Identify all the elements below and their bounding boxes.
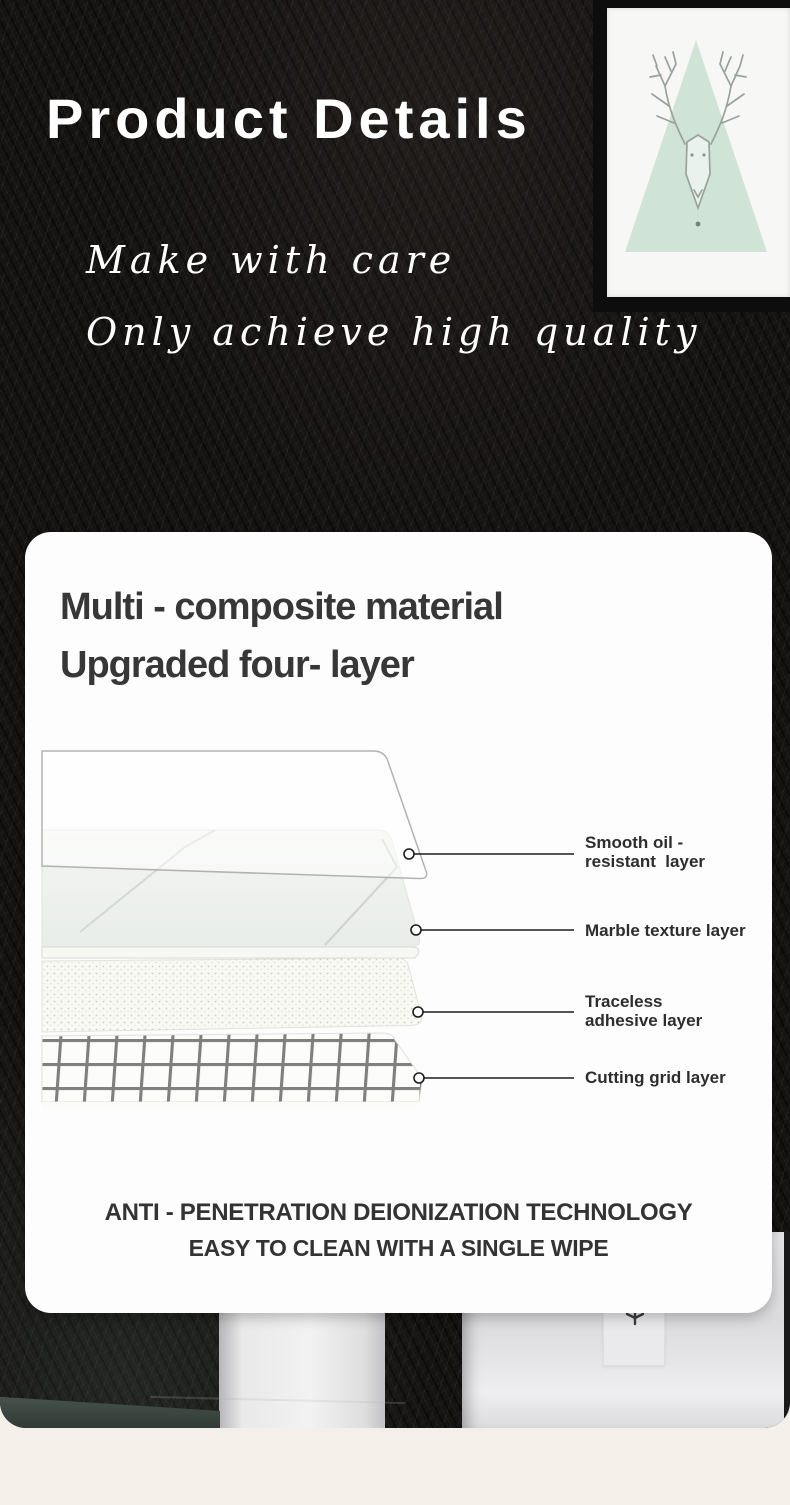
picture-frame-mat — [607, 8, 790, 297]
leader-lines — [414, 854, 574, 1078]
layer-label-line: Cutting grid layer — [585, 1068, 726, 1087]
card-footer-line-2: EASY TO CLEAN WITH A SINGLE WIPE — [188, 1235, 609, 1261]
photo-wall-shadow-edge — [784, 1232, 790, 1418]
tagline-line-2: Only achieve high quality — [86, 310, 702, 354]
card-footer-line-1: ANTI - PENETRATION DEIONIZATION TECHNOLOGY — [104, 1199, 693, 1226]
layer-label-cutting-grid — [585, 1068, 775, 1087]
page-title: Product Details — [46, 87, 532, 150]
traceless-adhesive-layer-shape — [42, 958, 422, 1032]
card-heading-line-2: Upgraded four- layer — [60, 644, 414, 686]
info-card — [25, 532, 772, 1313]
cutting-grid-layer-shape — [42, 1033, 422, 1109]
layer-label-smooth-oil — [585, 833, 775, 871]
layer-label-line: adhesive layer — [585, 1011, 703, 1030]
layer-label-line: Traceless — [585, 992, 663, 1011]
card-heading-line-1: Multi - composite material — [60, 586, 503, 628]
layer-label-line: resistant layer — [585, 852, 706, 871]
switch-toggle-icon — [625, 1311, 645, 1337]
photo-teal-table — [0, 1390, 220, 1428]
light-switch — [603, 1308, 665, 1366]
layer-label-adhesive — [585, 992, 775, 1030]
layer-label-line: Smooth oil - — [585, 833, 684, 852]
deer-antler-artwork — [613, 24, 783, 274]
layer-label-marble — [585, 921, 775, 940]
smooth-oil-resistant-layer-shape — [42, 751, 427, 879]
bottom-spacer — [0, 1428, 790, 1505]
tagline-line-1: Make with care — [86, 238, 457, 282]
framed-picture — [593, 0, 790, 312]
layer-label-line: Marble texture layer — [585, 921, 746, 940]
